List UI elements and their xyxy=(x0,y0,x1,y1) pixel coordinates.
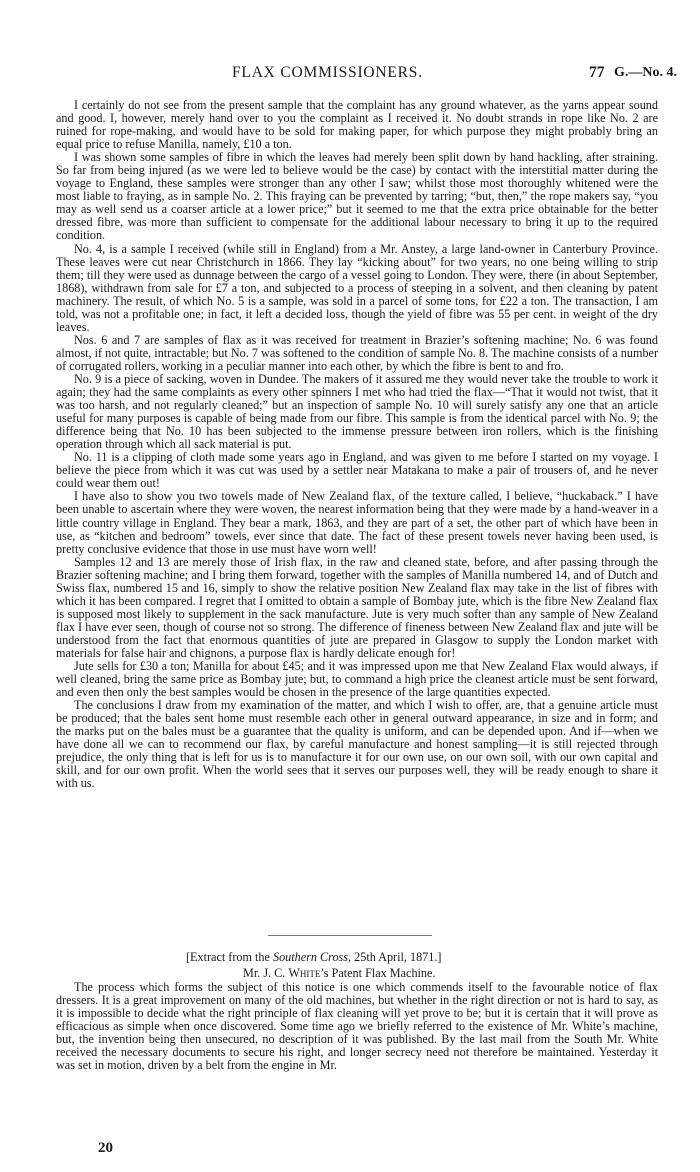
paragraph: I certainly do not see from the present sample that the complaint has any ground whatever, as the yarns appear sound and good. I, however, merely hand over to you the complaint as I received it. No doubt strands in rope like No. 2 are ruined for rope-making, and would have to be sold for making paper, for which purpose they might probably bring an equal price to refuse Manilla, namely, £10 a ton. xyxy=(56,98,658,152)
heading-prefix: Mr. J. C. xyxy=(243,966,289,980)
running-title: FLAX COMMISSIONERS. xyxy=(232,64,423,81)
heading-suffix: ’s Patent Flax Machine. xyxy=(320,966,436,980)
section-divider xyxy=(268,935,432,936)
paragraph: No. 11 is a clipping of cloth made some years ago in England, and was given to me before I started on my voyage. I believe the piece from which it was cut was used by a settler near Matakana to make a pair of trousers of, and he never could wear them out! xyxy=(56,450,658,491)
paragraph: I have also to show you two towels made of New Zealand flax, of the texture called, I believe, “huckaback.” I have been unable to ascertain where they were woven, the nearest information being that they were made by a hand-weaver in a little country village in England. They bear a mark, 1863, and they are part of a set, the other part of which have been in use, as “kitchen and bedroom” towels, ever since that date. The fact of these present towels never having been used, is pretty conclusive evidence that those in use must have worn well! xyxy=(56,489,658,556)
page-number: 77 xyxy=(589,64,605,81)
paragraph: Nos. 6 and 7 are samples of flax as it was received for treatment in Brazier’s softening machine; No. 6 was found almost, if not quite, intractable; but No. 7 was softened to the condition of sample No. 8. The machine consists of a number of corrugated rollers, working in a peculiar manner into each other, by which the fibre is bent to and fro. xyxy=(56,332,658,373)
heading-name: White xyxy=(288,966,321,980)
extract-heading xyxy=(243,966,435,981)
paragraph: The conclusions I draw from my examination of the matter, and which I wish to offer, are, that a genuine article must be produced; that the bales sent home must resemble each other in general outward appearance, in size and in form; and the marks put on the bales must be a guarantee that the quality is uniform, and can be depended upon. And if—when we have done all we can to recommend our flax, by careful manufacture and honest sampling—it is still rejected through prejudice, the only thing that is left for us is to manufacture it for our own use, on our own soil, with our own capital and skill, and for our own profit. When the world sees that it serves our purposes well, they will be ready enough to share it with us. xyxy=(56,698,658,791)
report-body xyxy=(56,99,658,790)
newspaper-name: Southern Cross, xyxy=(272,950,352,964)
paragraph: The process which forms the subject of this notice is one which commends itself to the favourable notice of flax dressers. It is a great improvement on many of the old machines, but whether in the right direction or not is hard to say, as it is impossible to decide what the right principle of flax cleaning will yet prove to be; but it is certain that it will prove as efficacious as simple when once discovered. Some time ago we briefly referred to the existence of Mr. White’s machine, but, the invention being then unsecured, no description of it was published. By the last mail from the South Mr. White received the necessary documents to secure his right, and longer secrecy need not therefore be maintained. Yesterday it was set in motion, driven by a belt from the engine in Mr. xyxy=(56,980,658,1073)
extract-date: 25th April, 1871.] xyxy=(351,950,442,964)
paragraph: Jute sells for £30 a ton; Manilla for about £45; and it was impressed upon me that New Zealand Flax would always, if well cleaned, bring the same price as Bombay jute; but, to command a high price the cleanest article must be sent forward, and even then only the best samples would be chosen in the presence of the large quantities expected. xyxy=(56,659,658,700)
paragraph: I was shown some samples of fibre in which the leaves had merely been split down by hand hackling, after straining. So far from being injured (as we were led to believe would be the case) by contact with the interstitial matter during the voyage to England, these samples were stronger than any other I saw; whilst those most thoroughly whitened were the most liable to fraying, as in sample No. 2. This fraying can be prevented by tarring; “but, then,” the rope makers say, “you may as well send us a coarser article at a lower price;” but it seemed to me that the extra price obtainable for the better dressed fibre, was more than sufficient to compensate for the additional labour necessary to bring it up to the required condition. xyxy=(56,150,658,243)
paragraph: No. 9 is a piece of sacking, woven in Dundee. The makers of it assured me they would never take the trouble to work it again; they had the same complaints as every other spinners I met who had tried the flax—“That it would not twist, that it was too harsh, and not regularly cleaned;” but an inspection of sample No. 10 will surely satisfy any one that an article useful for many purposes is capable of being made from our fibre. This sample is from the identical parcel with No. 9; the difference being that No. 10 has been subjected to the immense pressure between iron rollers, which is the finishing operation through which all sack material is put. xyxy=(56,371,658,452)
signature-mark: 20 xyxy=(98,1140,113,1156)
extract-open: [Extract from the xyxy=(186,950,273,964)
extract-body xyxy=(56,981,658,1072)
paragraph: No. 4, is a sample I received (while still in England) from a Mr. Anstey, a large land-owner in Canterbury Province. These leaves were cut near Christchurch in 1866. They lay “kicking about” for two years, no one being willing to strip them; till they were used as dunnage between the cargo of a vessel going to London. They were, there (in about September, 1868), withdrawn from sale for £7 a ton, and subjected to a process of steeping in a solvent, and then cleaning by patent machinery. The result, of which No. 5 is a sample, was sold in a parcel of some tons, for £22 a ton. The transaction, I am told, was not a profitable one; in fact, it left a decided loss, though the yield of fibre was 55 per cent. in weight of the dry leaves. xyxy=(56,241,658,334)
paragraph: Samples 12 and 13 are merely those of Irish flax, in the raw and cleaned state, before, and after passing through the Brazier softening machine; and I bring them forward, together with the samples of Manilla numbered 14, and of Dutch and Swiss flax, numbered 15 and 16, simply to show the relative position New Zealand flax may take in the list of fibres with which it has been compared. I regret that I omitted to obtain a sample of Bombay jute, which is the fibre New Zealand flax is supposed most likely to supplement in the sack manufacture. Jute is very much softer than any sample of New Zealand flax I have ever seen, though of course not so strong. The difference of fineness between New Zealand flax and jute will be understood from the fact that enormous quantities of jute are prepared in Glasgow to supply the London market with materials for false hair and chignons, a purpose flax is hardly delicate enough for! xyxy=(56,554,658,660)
extract-source-line xyxy=(186,950,441,965)
document-reference: G.—No. 4. xyxy=(614,65,677,80)
